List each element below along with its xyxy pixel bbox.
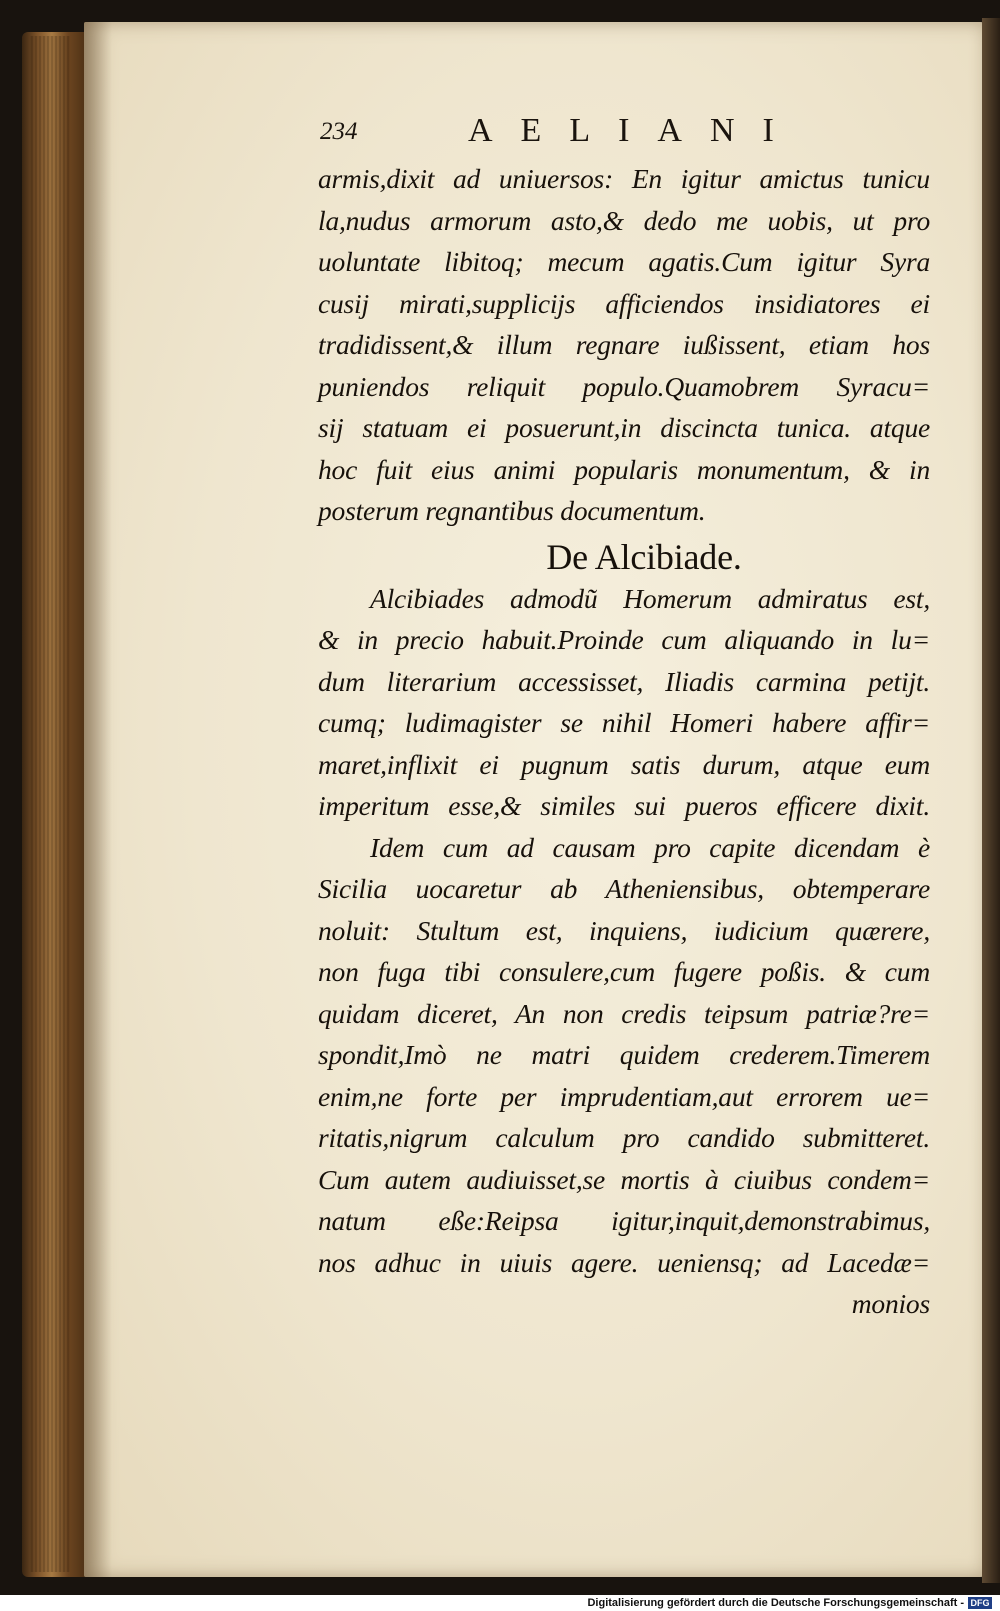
catchword: monios (851, 1288, 930, 1319)
text-line: non fuga tibi consulere,cum fugere poßis. & cum (318, 956, 930, 987)
text-line: la,nudus armorum asto,& dedo me uobis, ut pro (318, 204, 930, 236)
text-line: nos adhuc in uiuis agere. ueniensq; ad Lacedæ= (318, 1246, 930, 1278)
text-line: & in precio habuit.Proinde cum aliquando in lu= (318, 624, 930, 655)
text-line: Alcibiades admodũ Homerum admiratus est, (370, 582, 930, 614)
page-header (320, 112, 840, 156)
digitization-credit: Digitalisierung gefördert durch die Deutsche Forschungsgemeinschaft - (587, 1597, 964, 1609)
text-line: dum literarium accessisset, Iliadis carmina petijt. (318, 665, 930, 697)
text-line: posterum regnantibus documentum. (318, 495, 706, 526)
book-fore-edge-texture (30, 36, 70, 1572)
text-line: spondit,Imò ne matri quidem crederem.Timerem (318, 1039, 930, 1070)
page-text (318, 158, 930, 1325)
text-line: armis,dixit ad uniuersos: En igitur amictus tunicu (318, 163, 930, 194)
text-line: noluit: Stultum est, inquiens, iudicium quærere, (318, 914, 930, 946)
page-number: 234 (320, 118, 358, 145)
text-line: cumq; ludimagister se nihil Homeri habere affir= (318, 707, 930, 738)
text-line: sij statuam ei posuerunt,in discincta tunica. atque (318, 412, 930, 443)
text-line: enim,ne forte per imprudentiam,aut errorem ue= (318, 1080, 930, 1112)
text-line: imperitum esse,& similes sui pueros efficere dixit. (318, 790, 930, 821)
text-line: quidam diceret, An non credis teipsum patriæ?re= (318, 997, 930, 1029)
dfg-logo[interactable]: DFG (968, 1597, 992, 1609)
text-line: Cum autem audiuisset,se mortis à ciuibus condem= (318, 1163, 930, 1195)
text-line: Sicilia uocaretur ab Atheniensibus, obtemperare (318, 873, 930, 904)
text-line: ritatis,nigrum calculum pro candido submitteret. (318, 1122, 930, 1153)
page-gutter-shadow (84, 22, 112, 1577)
text-line: uoluntate libitoq; mecum agatis.Cum igitur Syra (318, 246, 930, 277)
text-line: hoc fuit eius animi popularis monumentum, & in (318, 453, 930, 485)
section-heading: De Alcibiade. (546, 536, 742, 577)
book-right-edge (982, 18, 1000, 1583)
running-title: AELIANI (468, 112, 802, 149)
text-line: natum eße:Reipsa igitur,inquit,demonstrabimus, (318, 1205, 930, 1236)
text-line: Idem cum ad causam pro capite dicendam è (370, 831, 930, 863)
text-line: maret,inflixit ei pugnum satis durum, atque eum (318, 748, 930, 780)
text-line: tradidissent,& illum regnare iußissent, etiam hos (318, 329, 930, 360)
text-line: puniendos reliquit populo.Quamobrem Syracu= (318, 370, 930, 402)
text-line: cusij mirati,supplicijs afficiendos insidiatores ei (318, 287, 930, 319)
